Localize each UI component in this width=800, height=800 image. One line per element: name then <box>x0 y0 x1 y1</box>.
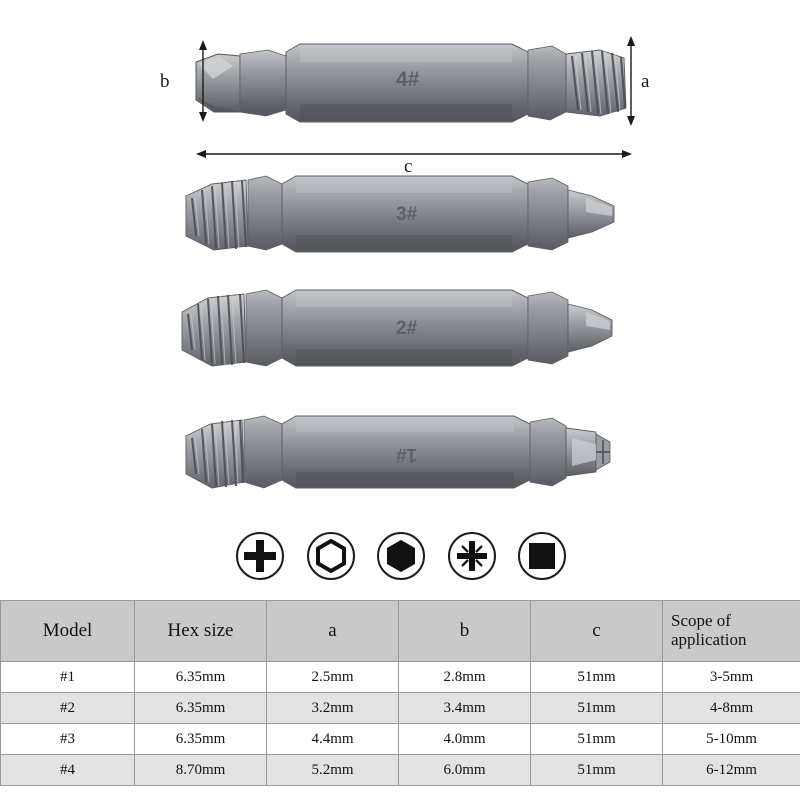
cell-scope: 3-5mm <box>663 662 800 693</box>
table-row <box>1 662 800 693</box>
cell-b: 2.8mm <box>399 662 531 693</box>
cell-a: 4.4mm <box>267 724 399 755</box>
phillips-cross-icon <box>236 532 284 580</box>
bit-3-engraving: 3# <box>396 204 418 225</box>
cell-c: 51mm <box>531 724 663 755</box>
column-header-model: Model <box>1 601 135 662</box>
bit-4-engraving: 4# <box>396 68 420 91</box>
cell-a: 3.2mm <box>267 693 399 724</box>
drive-type-icon-row <box>236 528 566 584</box>
column-header-hex-size: Hex size <box>135 601 267 662</box>
bit-1-engraving: 1# <box>396 444 418 465</box>
specification-table <box>0 600 800 786</box>
column-header-b: b <box>399 601 531 662</box>
cell-model: #4 <box>1 755 135 786</box>
cell-b: 3.4mm <box>399 693 531 724</box>
cell-c: 51mm <box>531 693 663 724</box>
cell-model: #3 <box>1 724 135 755</box>
hex-solid-icon <box>377 532 425 580</box>
pozidriv-cross-icon <box>448 532 496 580</box>
cell-hex-size: 6.35mm <box>135 693 267 724</box>
cell-b: 4.0mm <box>399 724 531 755</box>
cell-a: 2.5mm <box>267 662 399 693</box>
dimension-label-c: c <box>404 156 413 177</box>
hex-socket-outline-icon <box>307 532 355 580</box>
column-header-a: a <box>267 601 399 662</box>
dimension-label-a: a <box>641 71 650 92</box>
cell-scope: 6-12mm <box>663 755 800 786</box>
cell-hex-size: 6.35mm <box>135 724 267 755</box>
bit-2-engraving: 2# <box>396 318 418 339</box>
cell-c: 51mm <box>531 662 663 693</box>
table-row <box>1 724 800 755</box>
table-row <box>1 755 800 786</box>
cell-hex-size: 6.35mm <box>135 662 267 693</box>
cell-model: #1 <box>1 662 135 693</box>
table-row <box>1 693 800 724</box>
cell-hex-size: 8.70mm <box>135 755 267 786</box>
dimension-label-b: b <box>160 71 170 92</box>
cell-model: #2 <box>1 693 135 724</box>
table-header-row <box>1 601 800 662</box>
cell-b: 6.0mm <box>399 755 531 786</box>
cell-scope: 5-10mm <box>663 724 800 755</box>
column-header-scope: Scope of application <box>663 601 800 662</box>
square-robertson-icon <box>518 532 566 580</box>
cell-scope: 4-8mm <box>663 693 800 724</box>
cell-a: 5.2mm <box>267 755 399 786</box>
cell-c: 51mm <box>531 755 663 786</box>
column-header-c: c <box>531 601 663 662</box>
